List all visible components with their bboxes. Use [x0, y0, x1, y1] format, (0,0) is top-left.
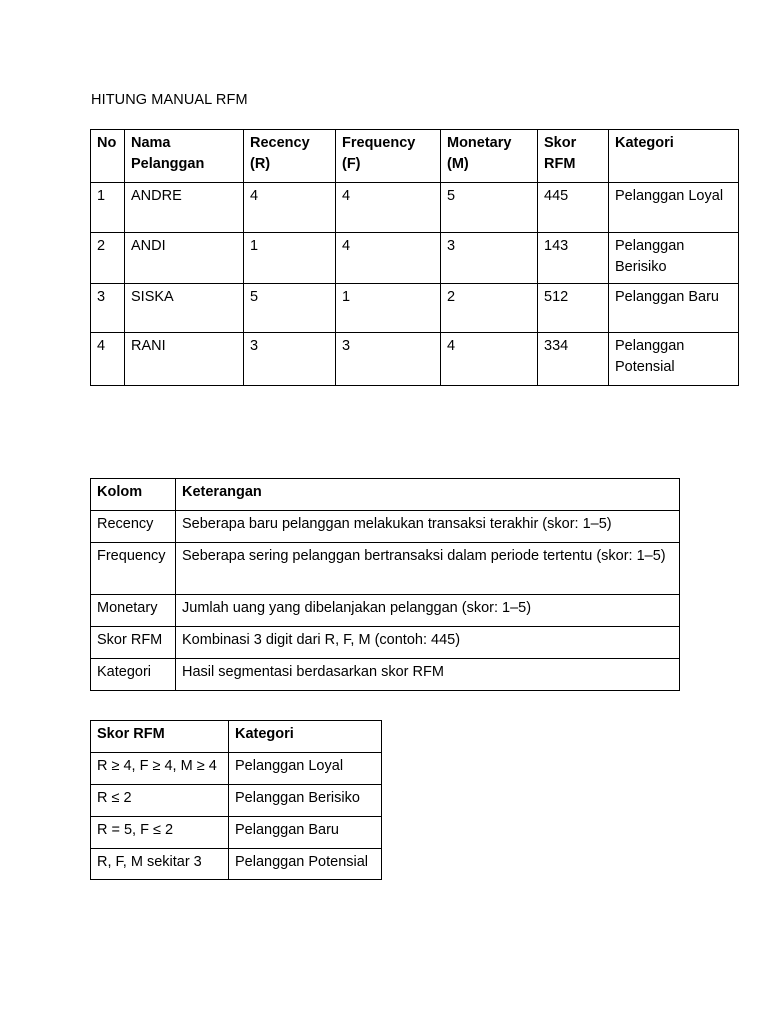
- table-cell: 445: [538, 183, 609, 233]
- table-header-row: [91, 130, 739, 183]
- table-cell: R ≤ 2: [91, 785, 229, 817]
- table-cell: Pelanggan Potensial: [229, 849, 382, 880]
- table-cell: Pelanggan Berisiko: [229, 785, 382, 817]
- rfm-calculation-table: [90, 129, 739, 386]
- table-cell: 334: [538, 333, 609, 386]
- table-cell: Pelanggan Berisiko: [609, 233, 739, 284]
- table-cell: Skor RFM: [91, 627, 176, 659]
- table-cell: RANI: [125, 333, 244, 386]
- table-row: [91, 753, 382, 785]
- table-header-row: [91, 479, 680, 511]
- table-cell: R = 5, F ≤ 2: [91, 817, 229, 849]
- header-cell: Keterangan: [176, 479, 680, 511]
- table-cell: SISKA: [125, 284, 244, 333]
- table-cell: R ≥ 4, F ≥ 4, M ≥ 4: [91, 753, 229, 785]
- header-cell: Frequency (F): [336, 130, 441, 183]
- table-cell: ANDRE: [125, 183, 244, 233]
- header-cell: Kategori: [609, 130, 739, 183]
- table-cell: 4: [336, 183, 441, 233]
- header-cell: Skor RFM: [538, 130, 609, 183]
- header-cell: Recency (R): [244, 130, 336, 183]
- table-cell: Pelanggan Baru: [229, 817, 382, 849]
- table-row: [91, 817, 382, 849]
- table-cell: Kombinasi 3 digit dari R, F, M (contoh: 445): [176, 627, 680, 659]
- table-cell: Kategori: [91, 659, 176, 691]
- table-row: [91, 333, 739, 386]
- document-title: HITUNG MANUAL RFM: [91, 92, 248, 108]
- table-cell: Pelanggan Potensial: [609, 333, 739, 386]
- table-cell: Pelanggan Loyal: [609, 183, 739, 233]
- table-header-row: [91, 721, 382, 753]
- table-cell: Seberapa sering pelanggan bertransaksi dalam periode tertentu (skor: 1–5): [176, 543, 680, 595]
- table-row: [91, 627, 680, 659]
- table-cell: Hasil segmentasi berdasarkan skor RFM: [176, 659, 680, 691]
- table-cell: 4: [244, 183, 336, 233]
- table-cell: Monetary: [91, 595, 176, 627]
- header-cell: Kolom: [91, 479, 176, 511]
- table-row: [91, 543, 680, 595]
- table-cell: 4: [91, 333, 125, 386]
- table-cell: Frequency: [91, 543, 176, 595]
- kategori-table: [90, 720, 382, 880]
- table-cell: 3: [244, 333, 336, 386]
- table-row: [91, 284, 739, 333]
- header-cell: Monetary (M): [441, 130, 538, 183]
- table-cell: 4: [441, 333, 538, 386]
- table-cell: 4: [336, 233, 441, 284]
- table-cell: 1: [244, 233, 336, 284]
- table-cell: Recency: [91, 511, 176, 543]
- table-cell: 143: [538, 233, 609, 284]
- table-cell: 2: [91, 233, 125, 284]
- table-cell: Jumlah uang yang dibelanjakan pelanggan (skor: 1–5): [176, 595, 680, 627]
- header-cell: Skor RFM: [91, 721, 229, 753]
- table-cell: ANDI: [125, 233, 244, 284]
- table-row: [91, 183, 739, 233]
- table-cell: 5: [244, 284, 336, 333]
- table-cell: Pelanggan Loyal: [229, 753, 382, 785]
- table-cell: 3: [91, 284, 125, 333]
- table-cell: Pelanggan Baru: [609, 284, 739, 333]
- header-cell: Kategori: [229, 721, 382, 753]
- table-row: [91, 595, 680, 627]
- table-row: [91, 849, 382, 880]
- table-cell: 1: [91, 183, 125, 233]
- table-cell: 3: [336, 333, 441, 386]
- table-row: [91, 511, 680, 543]
- table-cell: 2: [441, 284, 538, 333]
- keterangan-table: [90, 478, 680, 691]
- header-cell: No: [91, 130, 125, 183]
- table-cell: 5: [441, 183, 538, 233]
- table-cell: Seberapa baru pelanggan melakukan transaksi terakhir (skor: 1–5): [176, 511, 680, 543]
- table-cell: 1: [336, 284, 441, 333]
- header-cell: Nama Pelanggan: [125, 130, 244, 183]
- table-cell: R, F, M sekitar 3: [91, 849, 229, 880]
- table-row: [91, 785, 382, 817]
- table-cell: 3: [441, 233, 538, 284]
- table-cell: 512: [538, 284, 609, 333]
- table-row: [91, 233, 739, 284]
- table-row: [91, 659, 680, 691]
